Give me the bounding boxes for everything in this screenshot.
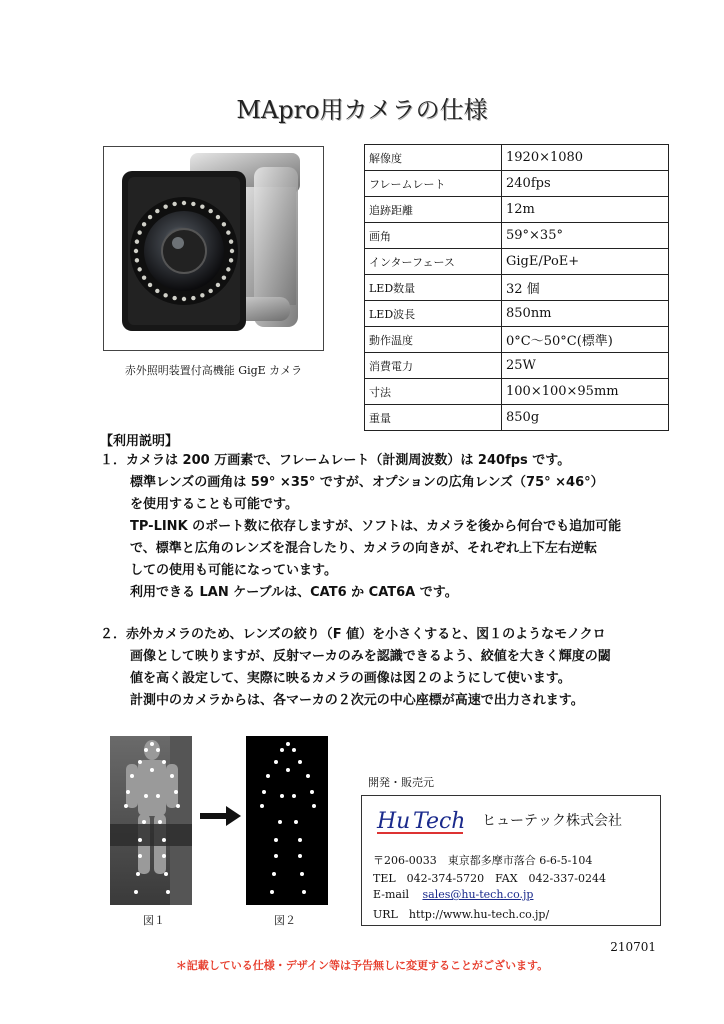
spec-value: 12m: [502, 197, 669, 223]
marker-dot: [262, 790, 266, 794]
spec-row: [365, 197, 669, 223]
marker-dot: [298, 854, 302, 858]
spec-row: [365, 405, 669, 431]
led-dot: [226, 267, 230, 271]
usage-line: ２．赤外カメラのため、レンズの絞り（F 値）を小さくすると、図１のようなモノクロ: [100, 627, 606, 642]
led-dot: [148, 215, 152, 219]
led-dot: [222, 222, 226, 226]
marker-dot: [286, 768, 290, 772]
led-dot: [216, 215, 220, 219]
marker-dot: [162, 838, 166, 842]
spec-value: GigE/PoE+: [502, 249, 669, 275]
led-dot: [148, 283, 152, 287]
marker-dot: [138, 838, 142, 842]
spec-value: 0°C～50°C(標準): [502, 327, 669, 353]
disclaimer-notice: ＊記載している仕様・デザイン等は予告無しに変更することがございます。: [175, 959, 549, 972]
arrow-icon: [200, 805, 242, 831]
marker-dot: [162, 760, 166, 764]
marker-dot: [138, 854, 142, 858]
marker-dot: [286, 742, 290, 746]
document-number: 210701: [610, 940, 656, 954]
vendor-label: 開発・販売元: [368, 776, 434, 789]
spec-label: 解像度: [365, 145, 502, 171]
led-dot: [208, 209, 212, 213]
marker-dot: [144, 748, 148, 752]
spec-value: 100×100×95mm: [502, 379, 669, 405]
usage-line: 値を高く設定して、実際に映るカメラの画像は図２のようにして使います。: [130, 671, 571, 686]
led-dot: [191, 202, 195, 206]
marker-dot: [150, 768, 154, 772]
usage-line: を使用することも可能です。: [130, 497, 298, 512]
led-dot: [226, 230, 230, 234]
marker-dot: [156, 794, 160, 798]
marker-dot: [156, 748, 160, 752]
led-dot: [155, 289, 159, 293]
spec-label: 動作温度: [365, 327, 502, 353]
led-dot: [200, 293, 204, 297]
led-dot: [200, 204, 204, 208]
spec-value: 59°×35°: [502, 223, 669, 249]
marker-dot: [280, 794, 284, 798]
svg-text:Hu: Hu: [377, 809, 411, 834]
led-dot: [191, 296, 195, 300]
led-dot: [229, 239, 233, 243]
spec-label: LED数量: [365, 275, 502, 301]
led-dot: [222, 275, 226, 279]
led-dot: [163, 293, 167, 297]
figure-2-caption: 図２: [274, 914, 296, 927]
marker-dot: [134, 890, 138, 894]
led-dot: [135, 258, 139, 262]
figure-1-mono-image: [110, 736, 192, 905]
vendor-email: [373, 888, 533, 901]
email-link[interactable]: sales@hu-tech.co.jp: [422, 888, 534, 901]
usage-line: TP-LINK のポート数に依存しますが、ソフトは、カメラを後から何台でも追加可能: [130, 519, 622, 534]
led-dot: [137, 267, 141, 271]
spec-value: 32 個: [502, 275, 669, 301]
marker-dot: [302, 890, 306, 894]
figure-1-caption: 図１: [143, 914, 165, 927]
marker-dot: [306, 774, 310, 778]
spec-label: インターフェース: [365, 249, 502, 275]
spec-value: 1920×1080: [502, 145, 669, 171]
led-dot: [182, 297, 186, 301]
spec-row: [365, 171, 669, 197]
spec-value: 25W: [502, 353, 669, 379]
marker-dot: [300, 872, 304, 876]
marker-dot: [266, 774, 270, 778]
marker-dot: [298, 838, 302, 842]
led-dot: [172, 296, 176, 300]
marker-dot: [312, 804, 316, 808]
spec-label: 寸法: [365, 379, 502, 405]
marker-dot: [274, 838, 278, 842]
marker-dot: [166, 890, 170, 894]
usage-line: １．カメラは 200 万画素で、フレームレート（計測周波数）は 240fps です。: [100, 453, 571, 468]
led-dot: [172, 202, 176, 206]
marker-dot: [164, 872, 168, 876]
marker-dot: [144, 794, 148, 798]
spec-label: 追跡距離: [365, 197, 502, 223]
marker-dot: [138, 760, 142, 764]
marker-dot: [272, 872, 276, 876]
marker-dot: [270, 890, 274, 894]
vendor-phone-fax: TEL 042-374-5720 FAX 042-337-0244: [373, 872, 606, 885]
led-dot: [155, 209, 159, 213]
marker-dot: [278, 820, 282, 824]
spec-row: [365, 223, 669, 249]
led-dot: [182, 201, 186, 205]
led-dot: [137, 230, 141, 234]
led-dot: [142, 275, 146, 279]
spec-label: 消費電力: [365, 353, 502, 379]
usage-line: 画像として映りますが、反射マーカのみを認識できるよう、絞値を大きく輝度の閾: [130, 649, 611, 664]
marker-dot: [130, 774, 134, 778]
spec-row: [365, 275, 669, 301]
vendor-card: [361, 795, 661, 926]
led-dot: [135, 239, 139, 243]
marker-dot: [176, 804, 180, 808]
marker-dot: [310, 790, 314, 794]
led-dot: [208, 289, 212, 293]
marker-dot: [280, 748, 284, 752]
led-dot: [216, 283, 220, 287]
usage-line: 利用できる LAN ケーブルは、CAT6 か CAT6A です。: [130, 585, 458, 600]
spec-row: [365, 379, 669, 405]
usage-line: で、標準と広角のレンズを混合したり、カメラの向きが、それぞれ上下左右逆転: [130, 541, 598, 556]
spec-row: [365, 353, 669, 379]
usage-heading: 【利用説明】: [100, 434, 179, 449]
led-dot: [163, 204, 167, 208]
marker-dot: [292, 748, 296, 752]
spec-value: 850nm: [502, 301, 669, 327]
spec-label: 重量: [365, 405, 502, 431]
email-label: E-mail: [373, 888, 409, 901]
spec-row: [365, 327, 669, 353]
led-dot: [229, 258, 233, 262]
marker-dot: [294, 820, 298, 824]
spec-label: 画角: [365, 223, 502, 249]
vendor-address: 〒206-0033 東京都多摩市落合 6-6-5-104: [373, 854, 593, 867]
marker-dot: [158, 820, 162, 824]
marker-dot: [274, 760, 278, 764]
svg-text:Tech: Tech: [413, 809, 466, 834]
vendor-url[interactable]: URL http://www.hu-tech.co.jp/: [373, 908, 550, 921]
marker-dot: [150, 742, 154, 746]
spec-value: 850g: [502, 405, 669, 431]
marker-dot: [260, 804, 264, 808]
marker-dot: [274, 854, 278, 858]
usage-line: 標準レンズの画角は 59° ×35° ですが、オプションの広角レンズ（75° ×46°）: [130, 475, 604, 490]
marker-dot: [142, 820, 146, 824]
marker-dot: [124, 804, 128, 808]
marker-dot: [292, 794, 296, 798]
marker-dot: [298, 760, 302, 764]
spec-label: フレームレート: [365, 171, 502, 197]
vendor-company: ヒューテック株式会社: [482, 813, 622, 829]
marker-dot: [170, 774, 174, 778]
spec-row: [365, 301, 669, 327]
vendor-logo: [375, 806, 467, 840]
camera-photo: [103, 146, 324, 351]
page-title: MApro用カメラの仕様: [236, 96, 488, 124]
marker-dot: [174, 790, 178, 794]
figure-2-marker-image: [246, 736, 328, 905]
usage-line: しての使用も可能になっています。: [130, 563, 337, 578]
marker-dot: [162, 854, 166, 858]
led-dot: [230, 249, 234, 253]
spec-row: [365, 249, 669, 275]
spec-value: 240fps: [502, 171, 669, 197]
marker-dot: [136, 872, 140, 876]
spec-row: [365, 145, 669, 171]
marker-dot: [126, 790, 130, 794]
photo-caption: 赤外照明装置付高機能 GigE カメラ: [124, 364, 303, 377]
spec-label: LED波長: [365, 301, 502, 327]
led-dot: [134, 249, 138, 253]
led-dot: [142, 222, 146, 226]
usage-line: 計測中のカメラからは、各マーカの２次元の中心座標が高速で出力されます。: [130, 693, 584, 708]
spec-table: [364, 144, 669, 431]
